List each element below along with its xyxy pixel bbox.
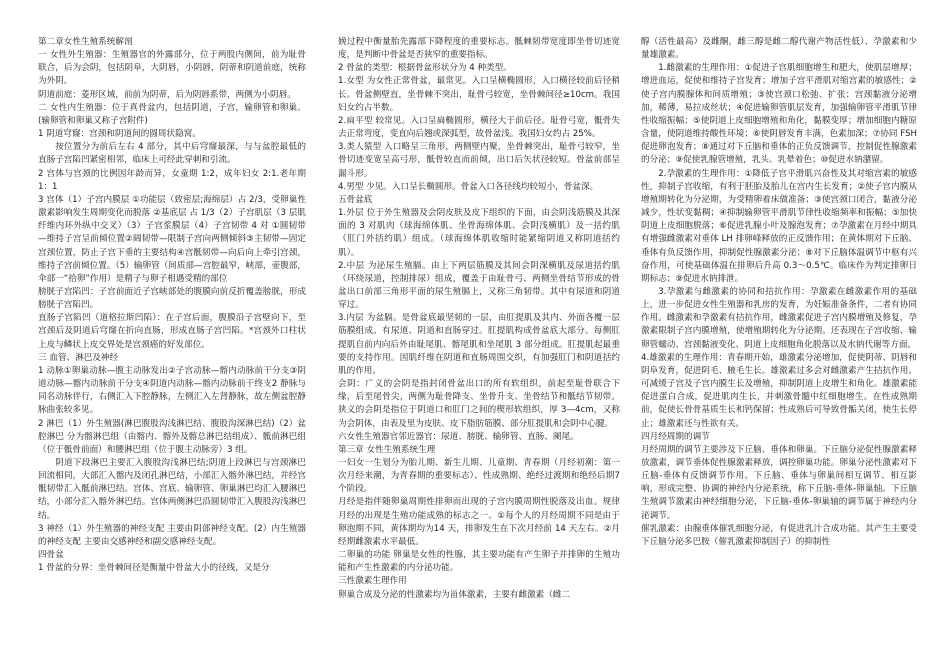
paragraph: 膀胱子宫陷凹：子宫前面近子宫峡部处的腹膜向前反折覆盖膀胱，形成膀胱子宫陷凹。 xyxy=(38,286,306,311)
paragraph: 1 阴道穹窿：宫颈和阴道间的圆周状隐窝。 xyxy=(38,129,201,140)
paragraph: 一妇女一生划分为胎儿期、新生儿期、儿童期、青春期（月经初潮：第一次月经来潮，为青春期的重要标志）、性成熟期、绝经过渡期和绝经后期7 个阶段。 xyxy=(338,458,620,495)
paragraph: 催乳激素：由腺垂体催乳细胞分泌，有促进乳汁合成功能。其产生主要受下丘脑分泌多巴胺（催乳激素抑制因子）的抑制性 xyxy=(641,523,917,547)
paragraph: 醇（活性最高）及雌酮，雌三醇是雌二醇代谢产物活性低）、孕激素和少量雄激素。 xyxy=(641,37,917,61)
paragraph: 3.内层 为盆膈。是骨盆底最坚韧的一层，由肛提肌及其内、外面各覆一层筋膜组成。有尿道、阴道和直肠穿过。肛提肌构成骨盆底大部分。每侧肛提肌自前内向后外由耻尾肌、髂尾肌和坐尾肌 3 部分组成。肛提肌起最重要的支持作用。因肌纤维在阴道和直肠周围交织，有加强肛门和阴道括约肌的作用。 xyxy=(338,313,620,376)
text-column-right xyxy=(641,36,917,666)
paragraph: 二卵巢的功能 卵巢是女性的性腺，其主要功能有产生卵子并排卵的生殖功能和产生性激素的内分泌功能。 xyxy=(338,550,620,574)
paragraph: 第二章女性生殖系统解剖 xyxy=(38,37,133,47)
paragraph: 直肠子宫陷凹（道格拉斯凹陷）：在子宫后面，腹膜沿子宫壁向下，至宫颈后及阴道后穹窿在折向直肠，形成直肠子宫凹陷。*宫颈外口柱状上皮与鳞状上皮交界处是宫颈癌的好发部位。 xyxy=(38,313,306,350)
paragraph: 阴道前庭：菱形区域，前前为阴蒂，后为阴唇系带，两侧为小阴唇。 xyxy=(38,89,296,100)
paragraph: 月经周期的调节主要涉及下丘脑、垂体和卵巢。下丘脑分泌促性腺激素释放激素，调节垂体促性腺激素释放，调控卵巢功能。卵巢分泌性激素对下丘脑-垂体有反馈调节作用。下丘脑、垂体与卵巢间相互调节、相互影响，形成完整、协调的神经内分泌系统，称下丘脑-垂体-卵巢轴。下丘脑生殖调节激素由神经细胞分泌，下丘脑-垂体-卵巢轴的调节属于神经内分泌调节。 xyxy=(641,444,917,521)
paragraph: 1.外层 位于外生殖器及会阴皮肤及皮下组织的下面，由会阴浅筋膜及其深面的 3 对肌肉（球海绵体肌、坐骨海绵体肌、会阴浅横肌）及一括约肌（肛门外括约肌）组成。（球海绵体肌收缩时能紧缩阴道又称阴道括约肌）。 xyxy=(338,208,620,258)
paragraph: 二 女性内生殖器：位于真骨盆内，包括阴道，子宫，输卵管和卵巢。(输卵管和卵巢又称子宫附件) xyxy=(38,102,306,126)
paragraph: 一 女性外生殖器：生殖器官的外露部分，位于两股内侧间，前为耻骨联合，后为会阴，包括阴阜，大阴唇，小阴唇，阴蒂和阴道前庭，统称为外阴。 xyxy=(38,50,306,87)
paragraph: 3 神经（1）外生殖器的神经支配 主要由阴部神经支配。(2）内生殖器的神经支配 主要由交感神经和副交感神经支配。 xyxy=(38,523,306,547)
paragraph: 三性激素生理作用 xyxy=(338,576,407,587)
paragraph: 2.孕激素的生理作用：①降低子宫平滑肌兴奋性及其对缩宫素的敏感性，抑制子宫收缩，有利于胚胎及胎儿在宫内生长发育；②使子宫内膜从增殖期转化为分泌期，为受精卵着床做准备；③使宫颈口闭合，黏液分泌减少，性状变黏稠；④抑制输卵管平滑肌节律性收缩频率和振幅；⑤加快阴道上皮细胞脱落；⑥促进乳腺小叶及腺泡发育；⑦孕激素在月经中期具有增强雌激素对垂体 LH 排卵峰释放的正反馈作用；在黄体期对下丘脑、垂体有负反馈作用，抑制促性腺激素分泌；⑧对下丘脑体温调节中枢有兴奋作用，可使基础体温在排卵后升高 0.3～0.5℃。临床作为判定排卵日期标志；⑨促进水钠排泄。 xyxy=(641,168,917,284)
paragraph: 2.扁平型 较常见。入口呈扁椭圆形，横径大于前后径。耻骨弓宽，骶骨失去正常弯度，变直向后翘或深弧型，故骨盆浅。我国妇女约占 25%。 xyxy=(338,115,620,140)
paragraph: 三 血管、淋巴及神经 xyxy=(38,352,119,363)
paragraph: 2.中层 为泌尿生殖膈。由上下两层筋膜及其间会阴深横肌及尿道括约肌（环绕尿道，控制排尿）组成，覆盖于由耻骨弓、两侧坐骨结节形成的骨盆出口前部三角形平面的尿生殖膈上，又称三角韧带。其中有尿道和阴道穿过。 xyxy=(338,260,620,311)
paragraph: 按位置分为前后左右 4 部分，其中后穹窿最深，与与盆腔最低的直肠子宫陷凹紧密相邻，临床上可经此穿刺和引流。 xyxy=(38,142,306,166)
paragraph: 4.雄激素的生理作用：青春期开始，雄激素分泌增加，促使阴蒂、阴唇和阴阜发育，促进阴毛、腋毛生长。雄激素过多会对雌激素产生拮抗作用。可减缓子宫及子宫内膜生长及增殖，抑制阴道上皮增生和角化。雄激素能促进蛋白合成，促进肌肉生长，并刺激骨髓中红细胞增生。在性成熟期前，促使长骨骨基质生长和钙保留；性成熟后可导致骨骺关闭，使生长停止；雄激素还与性欲有关。 xyxy=(641,352,917,429)
paragraph: 1 动脉①卵巢动脉—腹主动脉发出②子宫动脉—髂内动脉前干分支③阴道动脉—髂内动脉前干分支④阴道内动脉—髂内动脉前干终支2 静脉与同名动脉伴行，右侧汇入下腔静脉，左侧汇入左肾静脉，故左侧盆腔静脉曲张较多见。 xyxy=(38,365,306,416)
paragraph: 四月经周期的调节 xyxy=(641,431,710,442)
text-column-left xyxy=(38,36,306,666)
paragraph: 1.雌激素的生理作用：①促进子宫肌细胞增生和肥大，使肌层增厚；增进血运，促使和维持子宫发育；增加子宫平滑肌对缩宫素的敏感性；②使子宫内膜腺体和间质增殖；③使宫颈口松弛、扩张；宫颈黏液分泌增加，稀薄，易拉成丝状；④促进输卵管肌层发育，加强输卵管平滑肌节律性收缩振幅；⑤使阴道上皮细胞增殖和角化，黏膜变厚；增加细胞内糖原含量，使阴道维持酸性环境；⑥使阴唇发育丰满，色素加深；⑦协同 FSH 促进卵泡发育；⑧通过对下丘脑和垂体的正负反馈调节，控制促性腺激素的分泌；⑨促使乳腺管增殖，乳头、乳晕着色；⑩促进水钠潴留。 xyxy=(641,63,917,166)
paragraph: 4.男型 少见。入口呈长椭圆形。骨盆入口各径线均较短小，骨盆深。 xyxy=(338,181,599,192)
paragraph: 1.女型 为女性正常骨盆，最常见。入口呈横椭圆形，入口横径较前后径稍长。骨盆侧壁直，坐骨棘不突出，耻骨弓较宽，坐骨棘间径≥10cm。我国妇女约占半数。 xyxy=(338,76,620,113)
paragraph: 娩过程中衡量胎先露部下降程度的重要标志。骶棘韧带宽度即坐骨切迹宽度，是判断中骨盆是否狭窄的重要指标。 xyxy=(338,37,620,61)
paragraph: 2 骨盆的类型：根据骨盆形状分为 4 种类型。 xyxy=(338,63,512,74)
paragraph: 六女性生殖器官邻近器官：尿道、膀胱、输卵管、直肠、阑尾。 xyxy=(338,431,579,442)
paragraph: 卵巢合成及分泌的性激素均为甾体激素，主要有雌激素（雌二 xyxy=(338,589,571,600)
paragraph: 四骨盆 xyxy=(38,550,64,561)
paragraph: 2 淋巴（1）外生殖器(淋巴腹股沟浅淋巴结、腹股沟深淋巴结)（2）盆腔淋巴 分为髂淋巴组（由髂内、髂外及髂总淋巴结组成）、骶前淋巴组（位于骶骨前面）和腰淋巴组（位于腹主动脉旁）3 组。 xyxy=(38,418,306,455)
paragraph: 会阴：广义的会阴是指封闭骨盆出口的所有软组织，前起至耻骨联合下缘，后至尾骨尖，两侧为耻骨降支、坐骨升支、坐骨结节和骶结节韧带。狭义的会阴是指位于阴道口和肛门之间的楔形软组织，厚 3—4cm，又称为会阴体，由表及里为皮肤、皮下脂肪筋膜、部分肛提肌和会阴中心腱。 xyxy=(338,379,620,429)
paragraph: 3.类人猿型 入口略呈三角形，两侧壁内聚，坐骨棘突出，耻骨弓较窄，坐骨切迹变宽呈高弓形，骶骨较直而前倾，出口后矢状径较短。骨盆前部呈漏斗形。 xyxy=(338,142,620,179)
paragraph: 月经是指伴随卵巢周期性排卵而出现的子宫内膜周期性脱落及出血。规律月经的出现是生殖功能成熟的标志之一。①每个人的月经周期不同是由于卵泡期不同，黄体期均为14 天，排卵发生在下次月经前 14 天左右。②月经期雌激素水平最低。 xyxy=(338,497,620,547)
paragraph: 阴道下段淋巴主要汇入腹股沟浅淋巴结;阴道上段淋巴与宫颈淋巴回流相同，大部汇入髂内及闭孔淋巴结，小部汇入髂外淋巴结，并经宫骶韧带汇入骶前淋巴结。宫体、宫底、输卵管、卵巢淋巴均汇入腰淋巴结，小部分汇入髂外淋巴结。宫体两侧淋巴沿圆韧带汇入腹股沟浅淋巴结。 xyxy=(38,458,306,521)
paragraph: 五骨盆底 xyxy=(338,194,373,205)
text-column-middle xyxy=(338,36,620,666)
paragraph: 1 骨盆的分界：坐骨棘间径是衡量中骨盆大小的径线，又是分 xyxy=(38,563,270,574)
paragraph: 3 宫体（1）子宫内膜层 ①功能层（致密层;海绵层）占 2/3，受卵巢性激素影响发生周期变化而脱落 ②基底层 占 1/3（2）子宫肌层（3 层肌纤维内环外纵中交叉）（3）子宫浆膜层（4）子宫韧带 4 对 ①圆韧带—维持子宫呈前倾位置②阔韧带—限制子宫向两侧倾斜③主韧带—固定宫颈位置，防止子宫下垂的主要结构④宫骶韧带—向后向上牵引宫颈，维持子宫前倾位置。（5）输卵管（间质部—宫腔最窄，峡部，壶腹部，伞部一“拾卵”作用）是精子与卵子相遇受精的部位 xyxy=(38,194,306,284)
paragraph: 2 宫体与宫颈的比例因年龄而异，女童期 1:2，成年妇女 2:1.老年期 1：1 xyxy=(38,168,306,192)
paragraph: 3.孕激素与雌激素的协同和拮抗作用：孕激素在雌激素作用的基础上，进一步促进女性生殖器和乳房的发育，为妊娠准备条件，二者有协同作用。雌激素和孕激素有拮抗作用，雌激素促进子宫内膜增殖及修复，孕激素限制子宫内膜增殖，使增殖期转化为分泌期。还表现在子宫收缩、输卵管蠕动、宫颈黏液变化、阴道上皮细胞角化脱落以及水钠代谢等方面。 xyxy=(641,286,917,350)
paragraph: 第三章 女性生殖系统生理 xyxy=(338,444,436,455)
